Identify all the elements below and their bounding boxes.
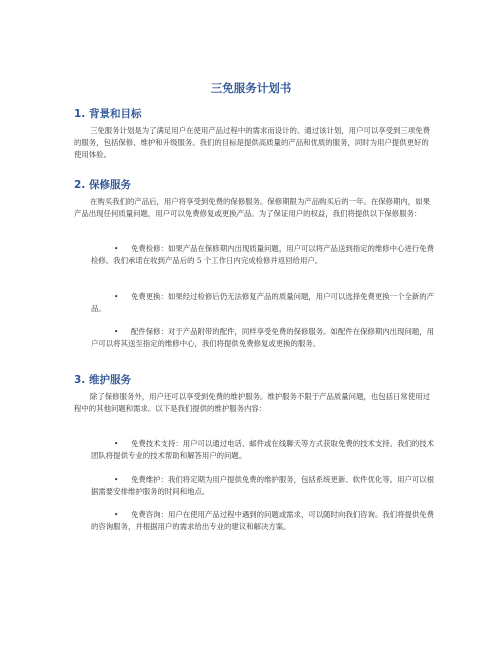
list-item: • 免费维护：我们将定期为用户提供免费的维护服务，包括系统更新、软件优化等。用户可以根据需要安排维护服务的时间和地点。	[91, 475, 435, 496]
section-paragraph-warranty: 在购买我们的产品后，用户将享受到免费的保修服务。保修期限为产品购买后的一年。在保修期内，如果产品出现任何质量问题，用户可以免费修复或更换产品。为了保证用户的权益，我们将提供以下保修服务：	[74, 197, 430, 218]
bullet-icon: •	[114, 475, 119, 484]
list-item: • 免费检修：如果产品在保修期内出现质量问题，用户可以将产品送到指定的维修中心进行免费检修。我们承诺在收到产品后的 5 个工作日内完成检修并返回给用户。	[91, 244, 435, 265]
bullet-icon: •	[114, 292, 119, 301]
section-heading-maintenance: 3. 维护服务	[74, 374, 131, 386]
bullet-icon: •	[114, 439, 119, 448]
list-item: • 配件保修：对于产品附带的配件，同样享受免费的保修服务。如配件在保修期内出现问题，用户可以将其送至指定的维修中心，我们将提供免费修复或更换的服务。	[91, 327, 435, 348]
section-paragraph-background: 三免服务计划是为了满足用户在使用产品过程中的需求而设计的。通过该计划，用户可以享受到三项免费的服务，包括保修、维护和升级服务。我们的目标是提供高质量的产品和优质的服务，同时为用户提供更好的使用体验。	[74, 126, 430, 159]
document-title: 三免服务计划书	[210, 81, 292, 95]
bullet-icon: •	[114, 510, 119, 519]
section-heading-warranty: 2. 保修服务	[74, 179, 131, 191]
section-heading-background: 1. 背景和目标	[74, 108, 142, 120]
list-item: • 免费技术支持：用户可以通过电话、邮件或在线聊天等方式获取免费的技术支持。我们的技术团队将提供专业的技术帮助和解答用户的问题。	[91, 439, 435, 460]
section-paragraph-maintenance: 除了保修服务外，用户还可以享受到免费的维护服务。维护服务不限于产品质量问题，也包括日常使用过程中的其他问题和需求。以下是我们提供的维护服务内容：	[74, 392, 430, 413]
list-item: • 免费咨询：用户在使用产品过程中遇到的问题或需求，可以随时向我们咨询。我们将提供免费的咨询服务，并根据用户的需求给出专业的建议和解决方案。	[91, 510, 435, 531]
list-item: • 免费更换：如果经过检修后仍无法修复产品的质量问题，用户可以选择免费更换一个全新的产品。	[91, 292, 435, 313]
bullet-icon: •	[114, 327, 119, 336]
bullet-icon: •	[114, 244, 119, 253]
